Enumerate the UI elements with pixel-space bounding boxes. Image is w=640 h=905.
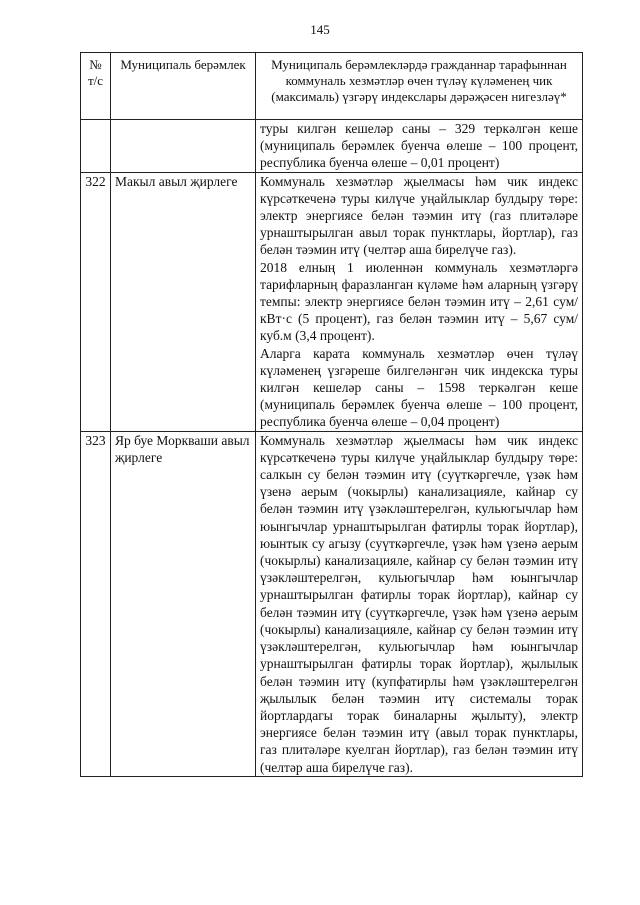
description-paragraph: 2018 елның 1 июленнән коммуналь хезмәтләргә тарифларның фаразланган күләме һәм аларның үзгәрү темпы: электр энергиясе белән тәэмин итү – 2,61 сум/кВт·с (5 процент), газ белән тәэмин итү – 5,67 сум/куб.м (3,4 процент). xyxy=(260,259,578,344)
table-row xyxy=(81,172,583,431)
indices-table xyxy=(80,52,583,777)
description-paragraph: Коммуналь хезмәтләр җыелмасы һәм чик индекс күрсәткеченә туры килүче уңайлыклар булдыру төре: электр энергиясе белән тәэмин итү (газ плитәләре урнаштырылган авыл торак пунктлары, йортлар), газ белән тәэмин итү (челтәр аша бирелүче газ). xyxy=(260,173,578,258)
page-number: 145 xyxy=(310,22,330,37)
description-paragraph: Аларга карата коммуналь хезмәтләр өчен түләү күләменең үзгәреше билгеләнгән чик индекска туры килгән кешеләр саны – 1598 теркәлгән кеше (муниципаль берәмлек буенча өлеше – 100 процент, республика буенча өлеше – 0,04 процент) xyxy=(260,345,578,430)
row-number: 322 xyxy=(81,172,111,431)
row-description xyxy=(256,431,583,776)
row-number xyxy=(81,120,111,173)
header-number: № т/с xyxy=(81,53,111,120)
table-header-row xyxy=(81,53,583,120)
row-municipality xyxy=(111,120,256,173)
row-description xyxy=(256,120,583,173)
table-row xyxy=(81,431,583,776)
description-paragraph: Коммуналь хезмәтләр җыелмасы һәм чик индекс күрсәткеченә туры килүче уңайлыклар булдыру төре: салкын су белән тәэмин итү (суүткәргечле, үзәк һәм үзенә аерым (чокырлы) канализацияле, кайнар су белән тәэмин итү үзәкләштерелгән, кульюгычлар һәм юынгычлар урнаштырылган фатирлы торак йортлар), юынтык су агызу (суүткәргечле, үзәк һәм үзенә аерым (чокырлы) канализацияле, кайнар су белән тәэмин итү үзәкләштерелгән, кульюгычлар һәм юынгычлар урнаштырылган фатирлы торак йортлар), кайнар су белән тәэмин итү (суүткәргечле, үзәк һәм үзенә аерым (чокырлы) канализацияле, кайнар су белән тәэмин итү үзәкләштерелгән, кульюгычлар һәм юынгычлар урнаштырылган фатирлы торак йортлар), җылылык белән тәэмин итү (купфатирлы һәм үзәкләштерелгән җылылык белән тәэмин итү системалы торак йортлардагы торак биналарны җылыту), электр энергиясе белән тәэмин итү (авыл торак пунктлары, газ плитәләре куелган йортлар), газ белән тәэмин итү (челтәр аша бирелүче газ). xyxy=(260,432,578,775)
header-description: Муниципаль берәмлекләрдә гражданнар тарафыннан коммуналь хезмәтләр өчен түләү күләменең чик (максималь) үзгәрү индекслары дәрәҗәсен нигезләү* xyxy=(256,53,583,120)
header-municipality: Муниципаль берәмлек xyxy=(111,53,256,120)
table-row xyxy=(81,120,583,173)
row-number: 323 xyxy=(81,431,111,776)
description-paragraph: туры килгән кешеләр саны – 329 теркәлгән кеше (муниципаль берәмлек буенча өлеше – 100 процент, республика буенча өлеше – 0,01 процент) xyxy=(260,121,578,171)
row-description xyxy=(256,172,583,431)
row-municipality: Макыл авыл җирлеге xyxy=(111,172,256,431)
row-municipality: Яр буе Моркваши авыл җирлеге xyxy=(111,431,256,776)
